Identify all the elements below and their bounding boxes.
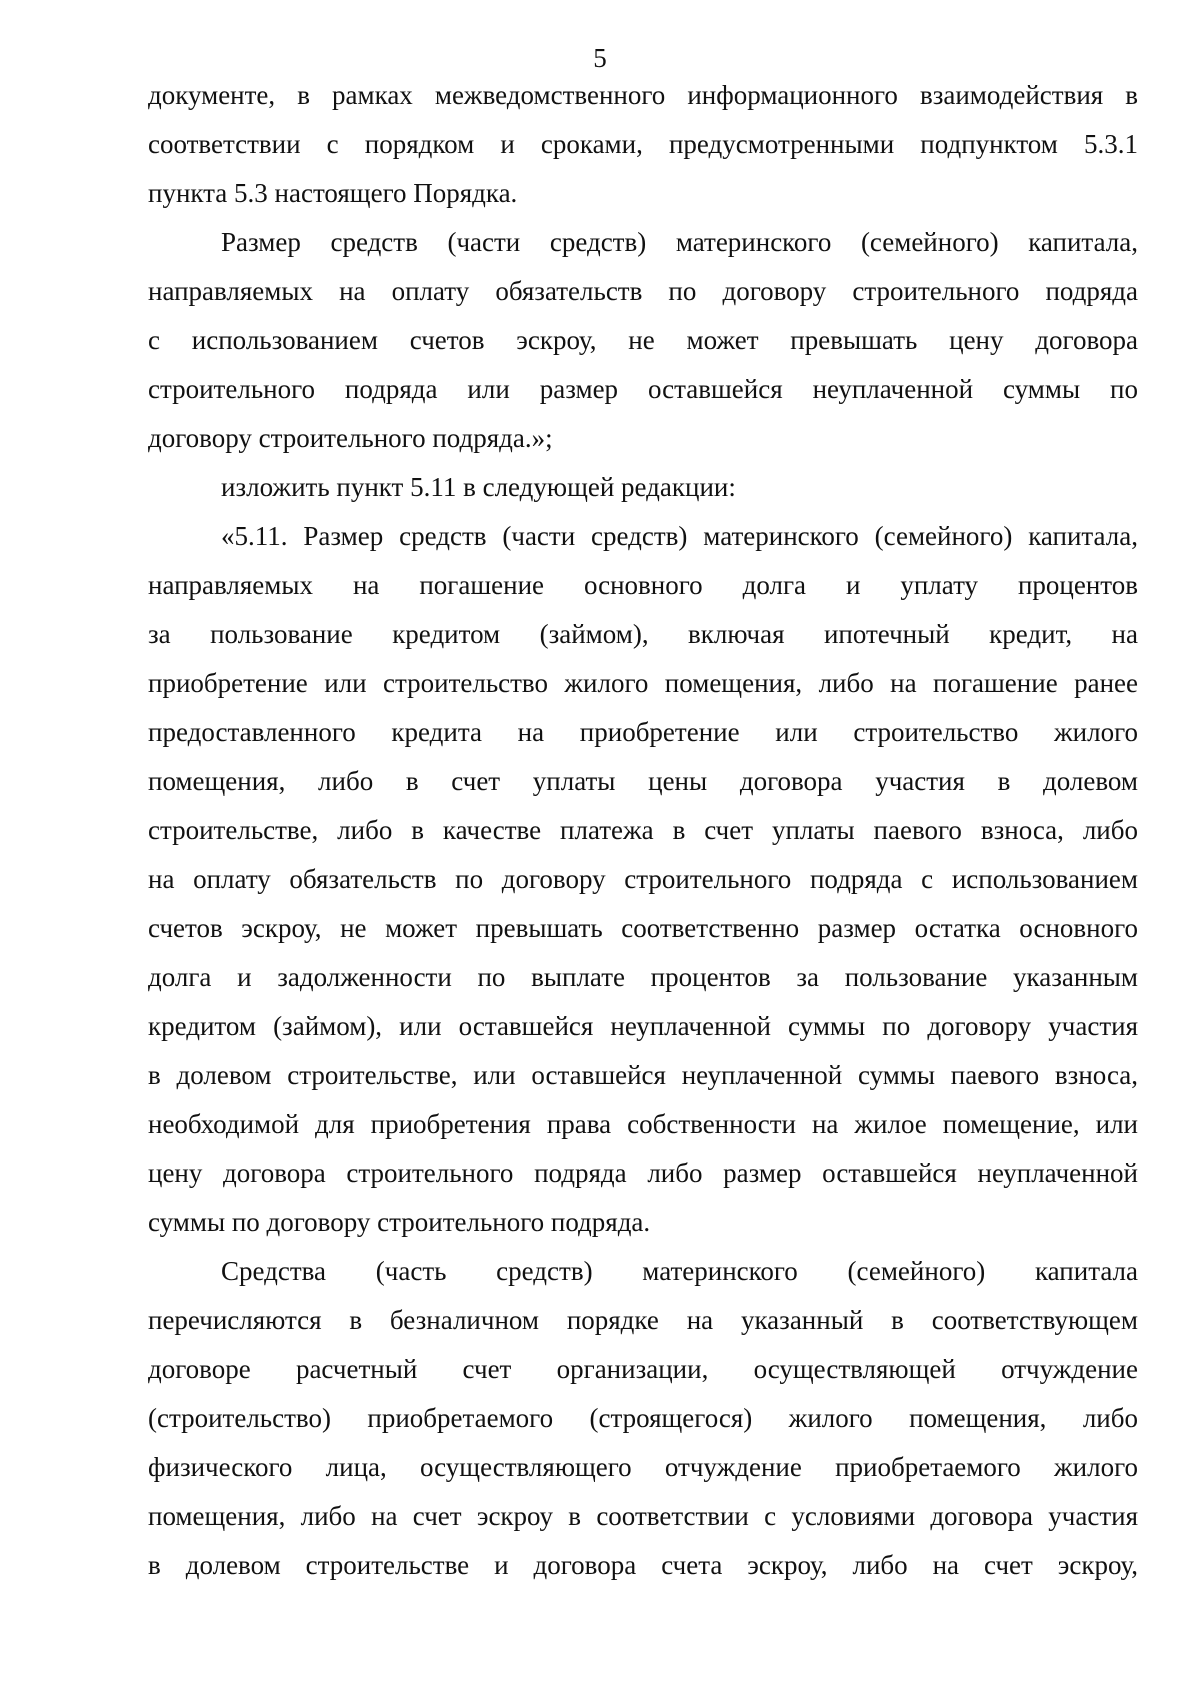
text-line: долга и задолженности по выплате процентов за пользование указанным [148,962,1138,992]
text-line: на оплату обязательств по договору строительного подряда с использованием [148,864,1138,894]
text-line: строительного подряда или размер оставшейся неуплаченной суммы по [148,374,1138,404]
text-line: направляемых на оплату обязательств по договору строительного подряда [148,276,1138,306]
text-line: изложить пункт 5.11 в следующей редакции: [221,472,736,502]
text-line: помещения, либо на счет эскроу в соответствии с условиями договора участия [148,1501,1138,1531]
text-line: суммы по договору строительного подряда. [148,1207,651,1237]
text-line: за пользование кредитом (займом), включая ипотечный кредит, на [148,619,1138,649]
paragraph [148,463,1138,512]
text-line: предоставленного кредита на приобретение или строительство жилого [148,717,1138,747]
text-line: кредитом (займом), или оставшейся неуплаченной суммы по договору участия [148,1011,1138,1041]
text-line: Средства (часть средств) материнского (семейного) капитала [221,1256,1138,1286]
text-line: строительстве, либо в качестве платежа в счет уплаты паевого взноса, либо [148,815,1138,845]
document-body [148,71,1138,1590]
text-line: пункта 5.3 настоящего Порядка. [148,178,518,208]
text-line: с использованием счетов эскроу, не может превышать цену договора [148,325,1138,355]
text-line: направляемых на погашение основного долга и уплату процентов [148,570,1138,600]
text-line: необходимой для приобретения права собственности на жилое помещение, или [148,1109,1138,1139]
text-line: в долевом строительстве и договора счета эскроу, либо на счет эскроу, [148,1550,1138,1580]
text-line: цену договора строительного подряда либо размер оставшейся неуплаченной [148,1158,1138,1188]
text-line: Размер средств (части средств) материнского (семейного) капитала, [221,227,1138,257]
paragraph [148,71,1138,218]
text-line: приобретение или строительство жилого помещения, либо на погашение ранее [148,668,1138,698]
text-line: (строительство) приобретаемого (строящегося) жилого помещения, либо [148,1403,1138,1433]
text-line: договору строительного подряда.»; [148,423,553,453]
text-line: «5.11. Размер средств (части средств) материнского (семейного) капитала, [221,521,1138,551]
text-line: перечисляются в безналичном порядке на указанный в соответствующем [148,1305,1138,1335]
text-line: соответствии с порядком и сроками, предусмотренными подпунктом 5.3.1 [148,129,1138,159]
text-line: договоре расчетный счет организации, осуществляющей отчуждение [148,1354,1138,1384]
page-number: 5 [593,43,607,73]
text-line: физического лица, осуществляющего отчуждение приобретаемого жилого [148,1452,1138,1482]
paragraph [148,218,1138,463]
paragraph [148,1247,1138,1590]
text-line: документе, в рамках межведомственного информационного взаимодействия в [148,80,1138,110]
text-line: помещения, либо в счет уплаты цены договора участия в долевом [148,766,1138,796]
paragraph [148,512,1138,1247]
text-line: в долевом строительстве, или оставшейся неуплаченной суммы паевого взноса, [148,1060,1138,1090]
text-line: счетов эскроу, не может превышать соответственно размер остатка основного [148,913,1138,943]
